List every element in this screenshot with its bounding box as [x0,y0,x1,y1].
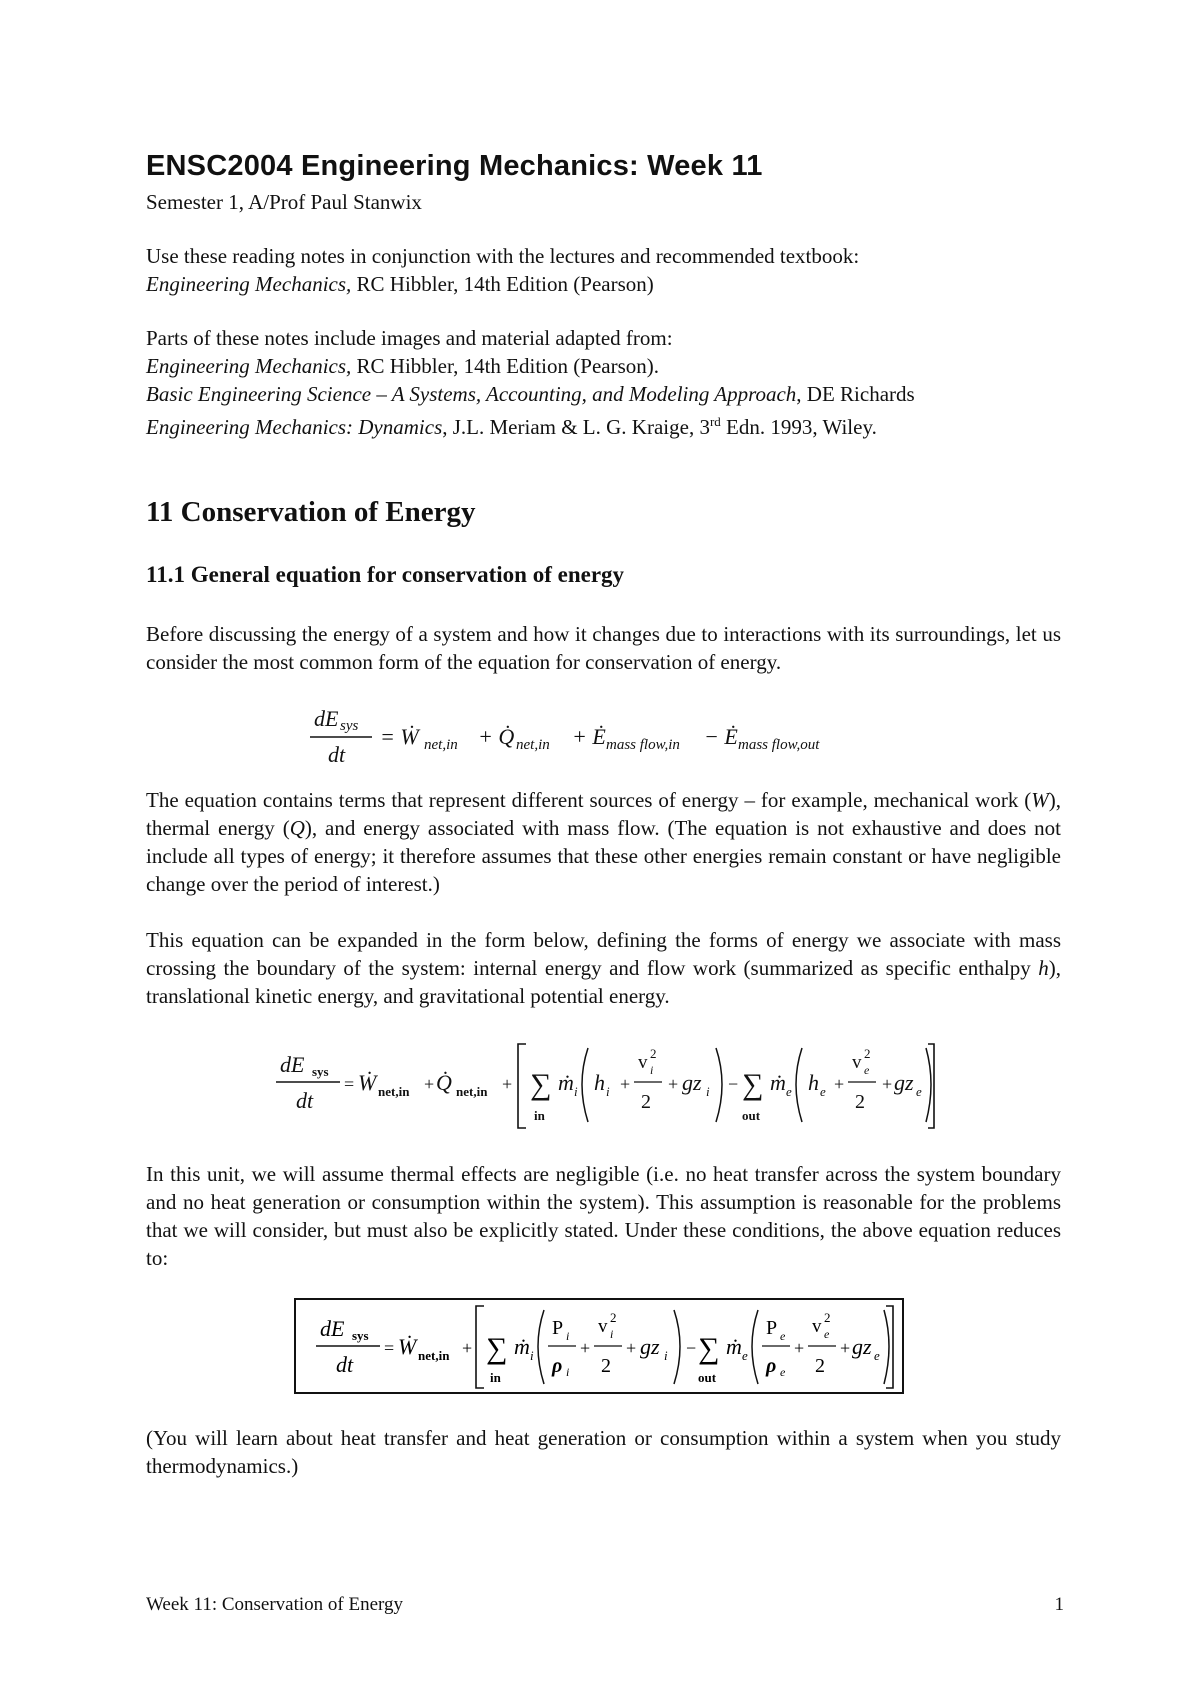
source-3-title: Engineering Mechanics: Dynamics [146,415,443,439]
eq3-v-e: v [812,1316,822,1337]
equation-box [294,1298,904,1394]
eq2-sum-in: ∑ [530,1068,552,1101]
eq3-plus3: + [626,1338,637,1358]
eq3-v-i-sub: i [610,1327,614,1341]
source-1 [146,352,1061,380]
eq3-gz-i-sub: i [664,1348,668,1363]
eq3-v-i-sq: 2 [610,1310,617,1325]
sources-block [146,324,1061,441]
paragraph-1: Before discussing the energy of a system and how it changes due to interactions with its surroundings, let us consider the most common form of the equation for conservation of energy. [146,622,1061,674]
eq1-dt: dt [328,742,346,767]
eq1-w-sub: net,in [424,737,458,753]
eq2-q: Q̇ [436,1070,452,1095]
source-3 [146,408,1061,441]
eq3-rho-i-sub: i [566,1365,570,1379]
eq3-two-2: 2 [815,1355,825,1377]
eq2-minus: − [728,1074,739,1094]
eq2-two-2: 2 [855,1091,865,1113]
eq2-m-e: ṁ [770,1070,786,1095]
eq3-dE: dE [320,1316,345,1341]
document-subtitle: Semester 1, A/Prof Paul Stanwix [146,190,422,214]
eq2-gz-i-sub: i [706,1084,710,1099]
p3-text-a: This equation can be expanded in the form below, defining the forms of energy we associate with mass crossing the boundary of the system: internal energy and flow work (summarized as specific enthalpy [146,928,1061,980]
eq3-rho-e-sub: e [780,1365,786,1379]
p2-q: Q [289,816,305,840]
eq2-h-e-sub: e [820,1084,826,1099]
intro-book-rest: RC Hibbler, 14th Edition (Pearson) [351,272,654,296]
intro-book-title: Engineering Mechanics, [146,272,352,296]
eq3-w-sub: net,in [418,1348,450,1363]
eq2-gz-e: gz [894,1070,914,1095]
source-3-rest: , J.L. Meriam & L. G. Kraige, 3 [442,415,710,439]
document-title: ENSC2004 Engineering Mechanics: Week 11 [146,150,763,182]
page-number: 1 [1054,1594,1064,1615]
paragraph-2 [146,786,1061,898]
eq3-sys: sys [352,1328,369,1343]
intro-block [146,242,1061,298]
intro-line: Use these reading notes in conjunction with the lectures and recommended textbook: [146,244,860,268]
paragraph-4: In this unit, we will assume thermal effects are negligible (i.e. no heat transfer across the system boundary and no heat generation or consumption within the system). This assumption is reasonable for the problems that we will consider, but must also be explicitly stated. Under these conditions, the above equation reduces to: [146,1162,1061,1270]
eq2-sys: sys [312,1064,329,1079]
p2-text-c: ), and energy associated with mass flow. (The equation is not exhaustive and does not include all types of energy; it therefore assumes that these other energies remain constant or have negligible change over the period of interest.) [146,816,1061,896]
eq1-sys-sub: sys [340,718,359,734]
eq3-m-e-sub: e [742,1348,748,1363]
eq2-plus2: + [502,1074,513,1094]
eq1-e-in: + Ė [572,724,606,749]
equation-conservation-expanded [276,1036,936,1136]
p3-h: h [1038,956,1049,980]
subsection-heading: 11.1 General equation for conservation of energy [146,562,625,587]
eq1-e-in-sub: mass flow,in [606,737,680,753]
p2-text-b: ), thermal energy ( [146,788,1061,840]
eq3-minus: − [686,1338,697,1358]
eq3-m-i-sub: i [530,1348,534,1363]
eq1-q-sub: net,in [516,737,550,753]
eq3-m-e: ṁ [726,1334,742,1359]
eq2-plus6: + [882,1074,893,1094]
eq3-v-e-sq: 2 [824,1310,831,1325]
eq3-plus2: + [580,1338,591,1358]
eq3-sum-out-label: out [698,1370,717,1385]
eq1-e-out-sub: mass flow,out [738,737,820,753]
eq2-m-e-sub: e [786,1084,792,1099]
eq2-sum-out: ∑ [742,1068,764,1101]
eq2-q-sub: net,in [456,1084,488,1099]
eq2-w-sub: net,in [378,1084,410,1099]
eq2-h-e: h [808,1070,819,1095]
eq2-plus3: + [620,1074,631,1094]
eq3-p-i-sub: i [566,1329,570,1343]
equation-conservation-reduced [296,1300,902,1392]
eq2-v-e-sub: e [864,1063,870,1077]
paragraph-3 [146,926,1061,1010]
eq2-h-i-sub: i [606,1084,610,1099]
page-footer: Week 11: Conservation of Energy [146,1594,404,1615]
p2-text-a: The equation contains terms that represent different sources of energy – for example, mechanical work ( [146,788,1032,812]
eq3-dt: dt [336,1352,354,1377]
eq1-dE: dE [314,706,339,731]
eq1-w: = Ẇ [380,724,419,749]
eq2-plus4: + [668,1074,679,1094]
eq2-v-e-sq: 2 [864,1046,871,1061]
eq2-sum-in-label: in [534,1108,545,1123]
p2-w: W [1031,788,1049,812]
eq2-v-i-sub: i [650,1063,654,1077]
source-2-title: Basic Engineering Science – A Systems, Accounting, and Modeling Approach [146,382,797,406]
eq1-e-out: − Ė [704,724,738,749]
eq2-v-i-sq: 2 [650,1046,657,1061]
eq3-plus1: + [462,1338,473,1358]
eq2-v-i: v [638,1052,648,1073]
source-1-rest: RC Hibbler, 14th Edition (Pearson). [351,354,659,378]
source-3-sup: rd [709,414,721,429]
source-2-rest: , DE Richards [796,382,915,406]
eq3-rho-e: ρ [766,1355,777,1377]
paragraph-5: (You will learn about heat transfer and heat generation or consumption within a system when you study thermodynamics.) [146,1426,1061,1478]
eq2-two-1: 2 [641,1091,651,1113]
eq2-dE: dE [280,1052,305,1077]
eq3-m-i: ṁ [514,1334,530,1359]
eq2-plus5: + [834,1074,845,1094]
eq3-sum-in: ∑ [486,1332,508,1365]
eq1-q: + Q̇ [478,724,515,749]
intro-book [146,270,1061,298]
eq3-plus5: + [840,1338,851,1358]
eq3-rho-i: ρ [552,1355,563,1377]
eq3-gz-e: gz [852,1334,872,1359]
source-2 [146,380,1061,408]
eq3-v-e-sub: e [824,1327,830,1341]
eq3-v-i: v [598,1316,608,1337]
eq2-gz-e-sub: e [916,1084,922,1099]
eq3-p-e-sub: e [780,1329,786,1343]
eq3-plus4: + [794,1338,805,1358]
eq3-eq: = [384,1338,395,1358]
eq3-p-i: P [552,1317,564,1339]
equation-conservation-general [310,700,910,770]
eq3-gz-e-sub: e [874,1348,880,1363]
eq2-plus1: + [424,1074,435,1094]
sources-heading: Parts of these notes include images and material adapted from: [146,326,673,350]
source-3-rest-b: Edn. 1993, Wiley. [720,415,877,439]
eq2-v-e: v [852,1052,862,1073]
eq2-m-i: ṁ [558,1070,574,1095]
eq2-m-i-sub: i [574,1084,578,1099]
source-1-title: Engineering Mechanics, [146,354,352,378]
eq3-sum-in-label: in [490,1370,501,1385]
eq3-w: Ẇ [398,1334,417,1359]
eq3-p-e: P [766,1317,778,1339]
eq2-eq: = [344,1074,355,1094]
p3-text-b: ), translational kinetic energy, and gravitational potential energy. [146,956,1061,1008]
eq2-sum-out-label: out [742,1108,761,1123]
eq2-gz-i: gz [682,1070,702,1095]
eq3-sum-out: ∑ [698,1332,720,1365]
eq3-gz-i: gz [640,1334,660,1359]
eq3-two-1: 2 [601,1355,611,1377]
eq2-dt: dt [296,1088,314,1113]
eq2-h-i: h [594,1070,605,1095]
eq2-w: Ẇ [358,1070,377,1095]
section-heading: 11 Conservation of Energy [146,496,476,528]
